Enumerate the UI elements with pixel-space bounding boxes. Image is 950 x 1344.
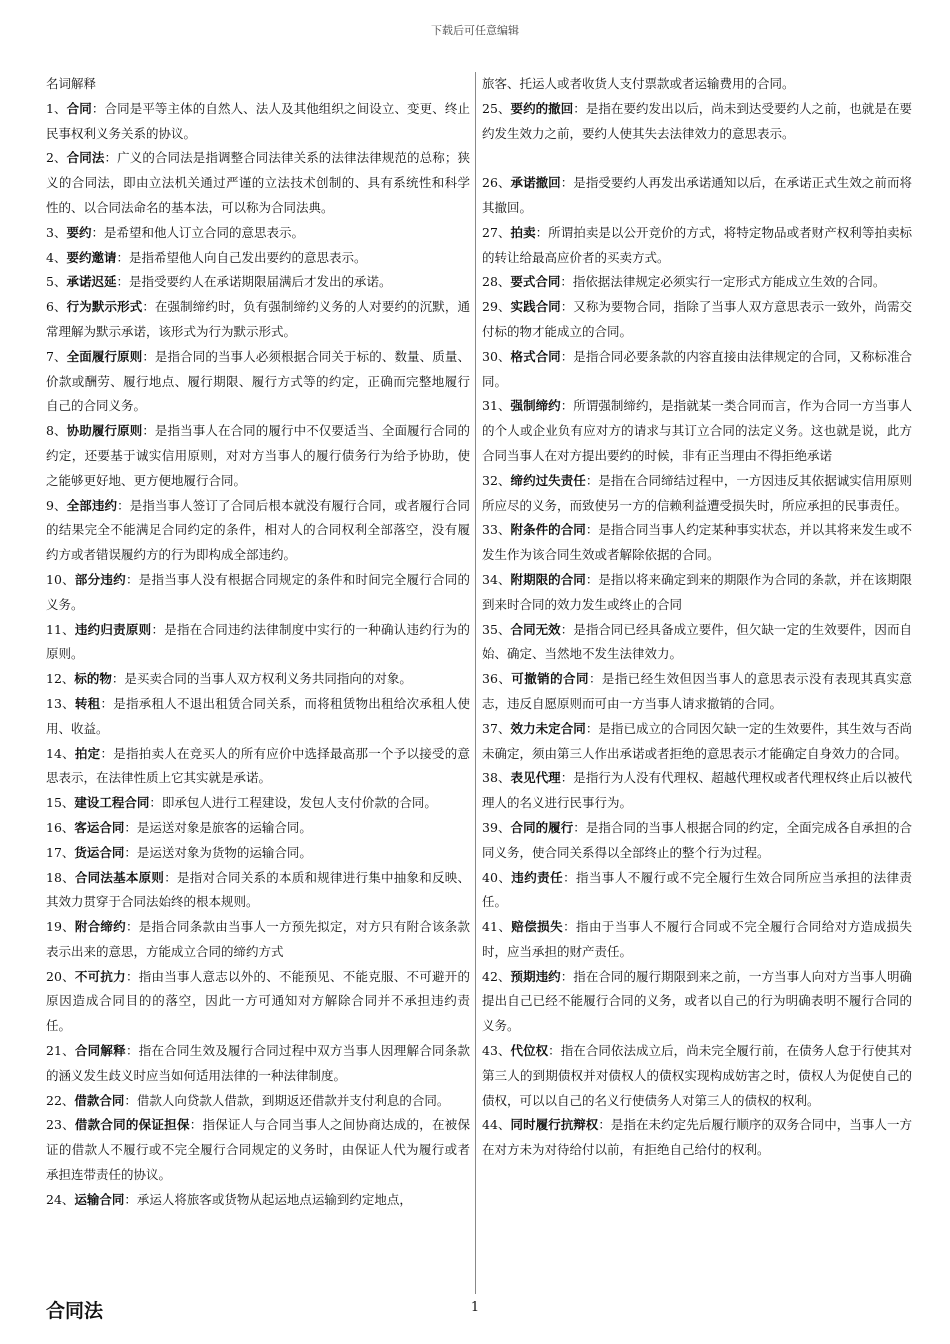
definition-entry bbox=[46, 791, 470, 816]
definition-entry bbox=[46, 866, 470, 916]
definition-entry bbox=[482, 717, 912, 767]
entry-definition: ：是指对合同关系的本质和规律进行集中抽象和反映、其效力贯穿于合同法始终的根本规则。 bbox=[46, 869, 470, 910]
entry-number: 13、 bbox=[46, 695, 75, 711]
definition-entry bbox=[482, 97, 912, 147]
definition-entry bbox=[46, 1039, 470, 1089]
entry-term: 实践合同 bbox=[510, 299, 561, 315]
definition-entry bbox=[46, 419, 470, 493]
entry-term: 效力未定合同 bbox=[510, 720, 586, 736]
entry-term: 强制缔约 bbox=[510, 398, 561, 414]
entry-number: 38、 bbox=[482, 770, 511, 786]
definition-entry bbox=[482, 965, 912, 1039]
definition-entry bbox=[46, 1089, 470, 1114]
definition-entry bbox=[46, 1188, 470, 1213]
entry-number: 14、 bbox=[46, 745, 75, 761]
entry-number: 44、 bbox=[482, 1117, 511, 1133]
entry-number: 6、 bbox=[46, 299, 67, 315]
entry-term: 转租 bbox=[74, 695, 101, 711]
entry-number: 40、 bbox=[482, 869, 512, 885]
entry-number: 32、 bbox=[482, 472, 511, 488]
entry-definition: ：指由当事人意志以外的、不能预见、不能克服、不可避开的原因造成合同目的的落空，因此一方可通知对方解除合同并不承担违约责任。 bbox=[46, 968, 470, 1034]
entry-term: 缔约过失责任 bbox=[510, 472, 586, 488]
entry-definition: ：是指在要约发出以后，尚未到达受要约人之前，也就是在要约发生效力之前，要约人使其失去法律效力的意思表示。 bbox=[482, 100, 912, 141]
entry-term: 合同法 bbox=[66, 150, 105, 166]
entry-number: 9、 bbox=[46, 497, 67, 513]
definition-entry bbox=[46, 345, 470, 419]
entry-definition: ：是指合同的当事人根据合同的约定，全面完成各自承担的合同义务，使合同关系得以全部终止的整个行为过程。 bbox=[482, 819, 912, 860]
entry-number: 20、 bbox=[46, 968, 75, 984]
entry-number: 17、 bbox=[46, 844, 75, 860]
definition-entry bbox=[46, 1113, 470, 1187]
entry-term: 承诺迟延 bbox=[66, 274, 117, 290]
entry-number: 8、 bbox=[46, 423, 67, 439]
left-entry-list bbox=[46, 97, 470, 1213]
entry-number: 39、 bbox=[482, 819, 511, 835]
entry-term: 全面履行原则 bbox=[66, 348, 143, 364]
entry-term: 合同的履行 bbox=[510, 819, 574, 835]
definition-entry bbox=[46, 742, 470, 792]
entry-definition: ：是指行为人没有代理权、超越代理权或者代理权终止后以被代理人的名义进行民事行为。 bbox=[482, 770, 912, 811]
entry-number: 19、 bbox=[46, 919, 75, 935]
right-entry-list bbox=[482, 97, 912, 1163]
entry-term: 客运合同 bbox=[74, 819, 125, 835]
entry-definition: ：指在合同依法成立后，尚未完全履行前，在债务人怠于行使其对第三人的到期债权并对债权人的债权实现构成妨害之时，债权人为促使自己的债权，可以以自己的名义行使债务人对第三人的债权的权利。 bbox=[482, 1043, 912, 1108]
definition-entry bbox=[46, 146, 470, 220]
definition-entry bbox=[46, 97, 470, 147]
definition-entry bbox=[46, 965, 470, 1039]
entry-number: 28、 bbox=[482, 274, 511, 290]
entry-term: 要约 bbox=[66, 224, 92, 240]
definition-entry bbox=[482, 766, 912, 816]
entry-term: 建设工程合同 bbox=[74, 795, 150, 811]
entry-definition: ：是指受要约人在承诺期限届满后才发出的承诺。 bbox=[116, 274, 392, 290]
entry-number: 36、 bbox=[482, 671, 512, 687]
entry-number: 24、 bbox=[46, 1191, 75, 1207]
continued-text: 旅客、托运人或者收货人支付票款或者运输费用的合同。 bbox=[482, 76, 795, 91]
entry-term: 要约邀请 bbox=[66, 249, 117, 265]
definition-entry bbox=[482, 171, 912, 221]
entry-number: 34、 bbox=[482, 571, 511, 587]
entry-definition: ：是希望和他人订立合同的意思表示。 bbox=[91, 224, 304, 240]
entry-number: 7、 bbox=[46, 348, 67, 364]
entry-definition: ：是指在合同违约法律制度中实行的一种确认违约行为的原则。 bbox=[46, 621, 470, 662]
entry-term: 部分违约 bbox=[74, 571, 126, 587]
entry-definition: ：是指合同条款由当事人一方预先拟定，对方只有附合该条款表示出来的意思，方能成立合同的缔约方式 bbox=[46, 919, 470, 959]
definition-entry bbox=[46, 494, 470, 568]
entry-number: 3、 bbox=[46, 224, 67, 240]
entry-term: 违约归责原则 bbox=[74, 621, 152, 637]
definition-entry bbox=[46, 221, 470, 246]
definition-entry bbox=[482, 295, 912, 345]
entry-term: 行为默示形式 bbox=[66, 299, 143, 315]
entry-definition: ：借款人向贷款人借款，到期返还借款并支付利息的合同。 bbox=[124, 1092, 450, 1108]
entry-number: 2、 bbox=[46, 150, 67, 166]
entry-number: 42、 bbox=[482, 968, 511, 984]
entry-definition: ：是指在合同缔结过程中，一方因违反其依据诚实信用原则所应尽的义务，而致使另一方的信赖利益遭受损失时，所应承担的民事责任。 bbox=[482, 472, 912, 513]
entry-number: 23、 bbox=[46, 1117, 75, 1133]
definition-entry bbox=[482, 1113, 912, 1163]
definition-entry bbox=[482, 221, 912, 271]
entry-term: 代位权 bbox=[510, 1043, 549, 1059]
definition-entry bbox=[46, 915, 470, 965]
entry-term: 附期限的合同 bbox=[510, 571, 586, 587]
entry-definition: ：是指以将来确定到来的期限作为合同的条款，并在该期限到来时合同的效力发生或终止的合同 bbox=[482, 571, 912, 612]
entry-definition: ：是指受要约人再发出承诺通知以后，在承诺正式生效之前而将其撤回。 bbox=[482, 175, 912, 215]
entry-term: 格式合同 bbox=[510, 348, 561, 364]
entry-number: 25、 bbox=[482, 100, 511, 116]
entry-number: 12、 bbox=[46, 671, 75, 687]
entry-definition: ：在强制缔约时，负有强制缔约义务的人对要约的沉默，通常理解为默示承诺，该形式为行为默示形式。 bbox=[46, 299, 470, 339]
entry-number: 18、 bbox=[46, 869, 75, 885]
definition-entry bbox=[482, 915, 912, 965]
entry-term: 全部违约 bbox=[66, 497, 118, 513]
definition-entry bbox=[482, 469, 912, 519]
entry-definition: ：承运人将旅客或货物从起运地点运输到约定地点， bbox=[124, 1191, 412, 1207]
entry-definition: ：指依据法律规定必须实行一定形式方能成立生效的合同。 bbox=[560, 274, 886, 290]
definition-entry bbox=[46, 692, 470, 742]
page-header: 下载后可任意编辑 bbox=[431, 24, 519, 37]
page-number: 1 bbox=[470, 1300, 480, 1315]
entry-term: 拍卖 bbox=[510, 224, 536, 240]
entry-term: 标的物 bbox=[74, 671, 112, 687]
entry-definition: ：是指合同当事人约定某种事实状态，并以其将来发生或不发生作为该合同生效或者解除依据的合同。 bbox=[482, 522, 912, 563]
definition-entry bbox=[46, 270, 470, 295]
entry-term: 合同解释 bbox=[74, 1043, 126, 1059]
definition-entry bbox=[46, 816, 470, 841]
entry-number: 15、 bbox=[46, 795, 75, 811]
entry-definition: ：是指承租人不退出租赁合同关系，而将租赁物出租给次承租人使用、收益。 bbox=[46, 695, 470, 736]
entry-definition: ：又称为要物合同，指除了当事人双方意思表示一致外，尚需交付标的物才能成立的合同。 bbox=[482, 299, 912, 339]
definition-entry bbox=[46, 667, 470, 692]
entry-term: 预期违约 bbox=[510, 968, 561, 984]
entry-number: 5、 bbox=[46, 274, 67, 290]
definition-entry bbox=[482, 270, 912, 295]
entry-term: 承诺撤回 bbox=[510, 175, 561, 191]
definition-entry bbox=[482, 866, 912, 916]
definition-entry bbox=[482, 518, 912, 568]
entry-number: 16、 bbox=[46, 819, 75, 835]
entry-number: 30、 bbox=[482, 348, 511, 364]
entry-definition: ：是指在未约定先后履行顺序的双务合同中，当事人一方在对方未为对待给付以前，有拒绝自己给付的权利。 bbox=[482, 1117, 912, 1158]
definition-entry bbox=[482, 667, 912, 717]
entry-term: 要式合同 bbox=[510, 274, 561, 290]
entry-number: 21、 bbox=[46, 1043, 75, 1059]
entry-number: 31、 bbox=[482, 398, 511, 414]
entry-number: 26、 bbox=[482, 175, 511, 191]
entry-term: 运输合同 bbox=[74, 1191, 125, 1207]
document-title: 合同法 bbox=[46, 1300, 104, 1322]
entry-definition: ：是指拍卖人在竞买人的所有应价中选择最高那一个予以接受的意思表示，在法律性质上它其实就是承诺。 bbox=[46, 745, 470, 786]
entry-definition: ：是指已经生效但因当事人的意思表示没有表现其真实意志，违反自愿原则而可由一方当事人请求撤销的合同。 bbox=[482, 671, 912, 711]
entry-definition: ：指保证人与合同当事人之间协商达成的，在被保证的借款人不履行或不完全履行合同规定的义务时，由保证人代为履行或者承担连带责任的协议。 bbox=[46, 1117, 470, 1183]
entry-number: 41、 bbox=[482, 919, 512, 935]
entry-definition: ：所谓强制缔约，是指就某一类合同而言，作为合同一方当事人的个人或企业负有应对方的请求与其订立合同的法定义务。这也就是说，此方合同当事人在对方提出要约的时候，非有正当理由不得拒绝承诺 bbox=[482, 398, 912, 463]
column-divider bbox=[475, 72, 476, 1294]
entry-definition: ：是指当事人签订了合同后根本就没有履行合同，或者履行合同的结果完全不能满足合同约定的条件，相对人的合同权利全部落空，没有履约方或者错误履约方的行为即构成全部违约。 bbox=[46, 497, 470, 563]
entry-term: 要约的撤回 bbox=[510, 100, 574, 116]
entry-definition: ：广义的合同法是指调整合同法律关系的法律法律规范的总称；狭义的合同法，即由立法机关通过严谨的立法技术创制的、具有系统性和科学性的、以合同法命名的基本法，可以称为合同法典。 bbox=[46, 150, 470, 215]
entry-term: 合同 bbox=[66, 100, 92, 116]
entry-term: 合同法基本原则 bbox=[74, 869, 165, 885]
entry-term: 不可抗力 bbox=[74, 968, 126, 984]
entry-number: 11、 bbox=[46, 621, 75, 637]
entry-definition: ：即承包人进行工程建设，发包人支付价款的合同。 bbox=[149, 795, 437, 811]
entry-definition: ：是指合同已经具备成立要件，但欠缺一定的生效要件，因而自始、确定、当然地不发生法律效力。 bbox=[482, 621, 912, 662]
definition-entry bbox=[46, 618, 470, 668]
entry-definition: ：指由于当事人不履行合同或不完全履行合同给对方造成损失时，应当承担的财产责任。 bbox=[482, 919, 912, 959]
entry-number: 27、 bbox=[482, 224, 511, 240]
entry-definition: ：是指已成立的合同因欠缺一定的生效要件，其生效与否尚未确定，须由第三人作出承诺或者拒绝的意思表示才能确定自身效力的合同。 bbox=[482, 720, 912, 761]
entry-definition: ：是指合同的当事人必须根据合同关于标的、数量、质量、价款或酬劳、履行地点、履行期限、履行方式等的约定，正确而完整地履行自己的合同义务。 bbox=[46, 348, 470, 414]
entry-term: 协助履行原则 bbox=[66, 423, 143, 439]
definition-entry bbox=[46, 295, 470, 345]
definition-entry bbox=[46, 841, 470, 866]
entry-definition: ：合同是平等主体的自然人、法人及其他组织之间设立、变更、终止民事权利义务关系的协议。 bbox=[46, 100, 470, 141]
definition-entry bbox=[46, 568, 470, 618]
entry-term: 违约责任 bbox=[511, 869, 564, 885]
definition-entry bbox=[482, 345, 912, 395]
definition-entry bbox=[482, 394, 912, 468]
entry-term: 表见代理 bbox=[510, 770, 561, 786]
entry-term: 可撤销的合同 bbox=[511, 671, 589, 687]
entry-term: 附合缔约 bbox=[74, 919, 126, 935]
definition-entry bbox=[482, 568, 912, 618]
entry-definition: ：是指合同必要条款的内容直接由法律规定的合同，又称标准合同。 bbox=[482, 348, 912, 389]
entry-definition: ：是指当事人在合同的履行中不仅要适当、全面履行合同的约定，还要基于诚实信用原则，对对方当事人的履行债务行为给予协助，使之能够更好地、更方便地履行合同。 bbox=[46, 423, 470, 488]
entry-number: 10、 bbox=[46, 571, 75, 587]
entry-number: 22、 bbox=[46, 1092, 75, 1108]
definition-entry bbox=[482, 816, 912, 866]
entry-definition: ：是指当事人没有根据合同规定的条件和时间完全履行合同的义务。 bbox=[46, 571, 470, 612]
entry-definition: ：是指希望他人向自己发出要约的意思表示。 bbox=[116, 249, 367, 265]
entry-definition: ：所谓拍卖是以公开竞价的方式，将特定物品或者财产权利等拍卖标的转让给最高应价者的买卖方式。 bbox=[482, 224, 912, 265]
definition-entry bbox=[482, 1039, 912, 1113]
entry-term: 借款合同的保证担保 bbox=[74, 1117, 190, 1133]
entry-definition: ：是买卖合同的当事人双方权利义务共同指向的对象。 bbox=[111, 671, 412, 687]
entry-term: 合同无效 bbox=[510, 621, 561, 637]
entry-number: 43、 bbox=[482, 1043, 511, 1059]
entry-term: 拍定 bbox=[74, 745, 101, 761]
definition-entry bbox=[46, 246, 470, 271]
entry-number: 29、 bbox=[482, 299, 511, 315]
left-column bbox=[46, 72, 470, 1300]
entry-definition: ：是运送对象为货物的运输合同。 bbox=[124, 844, 312, 860]
entry-number: 1、 bbox=[46, 100, 67, 116]
entry-definition: ：指在合同的履行期限到来之前，一方当事人向对方当事人明确提出自己已经不能履行合同的义务，或者以自己的行为明确表明不履行合同的义务。 bbox=[482, 968, 912, 1034]
entry-term: 赔偿损失 bbox=[511, 919, 564, 935]
entry-term: 同时履行抗辩权 bbox=[510, 1117, 599, 1133]
entry-number: 35、 bbox=[482, 621, 511, 637]
definition-entry bbox=[482, 618, 912, 668]
entry-definition: ：指在合同生效及履行合同过程中双方当事人因理解合同条款的涵义发生歧义时应当如何适用法律的一种法律制度。 bbox=[46, 1043, 470, 1083]
entry-definition: ：是运送对象是旅客的运输合同。 bbox=[124, 819, 312, 835]
entry-number: 4、 bbox=[46, 249, 67, 265]
entry-term: 借款合同 bbox=[74, 1092, 125, 1108]
entry-number: 37、 bbox=[482, 720, 511, 736]
entry-number: 33、 bbox=[482, 522, 511, 538]
section-title: 名词解释 bbox=[46, 76, 97, 91]
entry-term: 货运合同 bbox=[74, 844, 125, 860]
right-column bbox=[482, 72, 912, 1300]
entry-term: 附条件的合同 bbox=[510, 522, 586, 538]
entry-definition: ：指当事人不履行或不完全履行生效合同所应当承担的法律责任。 bbox=[482, 869, 912, 910]
